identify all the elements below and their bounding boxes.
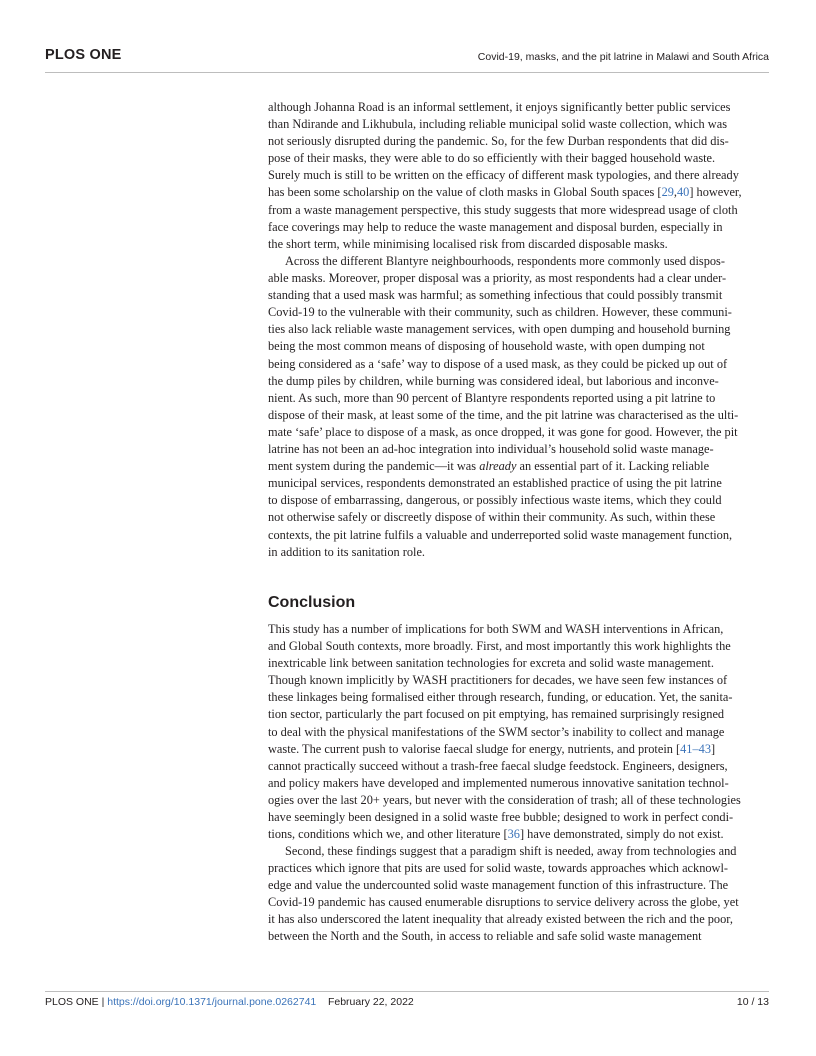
text-line: This study has a number of implications for both SWM and WASH interventions in African, xyxy=(268,622,724,636)
paragraph-3 xyxy=(268,621,770,843)
text-line: Covid-19 pandemic has caused enumerable disruptions to service delivery across the globe, yet xyxy=(268,895,739,910)
citation-link[interactable]: 29 xyxy=(661,185,674,200)
text-line: to dispose of embarrassing, dangerous, or possibly infectious waste items, which they could xyxy=(268,493,722,508)
page-number: 10 / 13 xyxy=(736,996,769,1008)
text-line: Though known implicitly by WASH practitioners for decades, we have seen few instances of xyxy=(268,673,728,688)
citation-link[interactable]: 40 xyxy=(677,185,690,200)
text-line: ties also lack reliable waste management services, with open dumping and household burning xyxy=(268,322,731,337)
text-segment: waste. The current push to valorise faecal sludge for energy, nutrients, and protein [ xyxy=(268,741,681,756)
journal-name: PLOS ONE xyxy=(45,47,122,63)
paragraph-4 xyxy=(268,843,770,946)
footer-journal: PLOS ONE xyxy=(45,996,99,1008)
text-line xyxy=(268,458,770,475)
publication-date: February 22, 2022 xyxy=(327,996,414,1008)
text-line: Second, these findings suggest that a paradigm shift is needed, away from technologies and xyxy=(285,844,737,858)
text-line: ogies over the last 20+ years, but never with the consideration of trash; all of these technologies xyxy=(268,792,741,807)
text-line: standing that a used mask was harmful; as something infectious that could possibly transmit xyxy=(268,288,723,303)
text-segment: , xyxy=(673,185,677,200)
text-line: pose of their masks, they were able to do so efficiently with their bagged household waste. xyxy=(268,151,716,166)
header-divider xyxy=(45,72,769,73)
text-line: and Global South contexts, more broadly. First, and most importantly this work highlights the xyxy=(268,639,731,654)
text-line: between the North and the South, in access to reliable and safe solid waste management xyxy=(268,929,702,944)
text-line: practices which ignore that pits are used for solid waste, towards approaches which acknowl- xyxy=(268,861,728,876)
footer-separator: | xyxy=(98,996,108,1008)
citation-link[interactable]: 36 xyxy=(507,827,520,842)
paragraph-2 xyxy=(268,253,770,561)
text-line: dispose of their mask, at least some of the time, and the pit latrine was characterised as the ulti- xyxy=(268,407,739,422)
text-line: it has also underscored the latent inequality that already existed between the rich and the poor, xyxy=(268,912,733,927)
paragraph-1 xyxy=(268,99,770,253)
text-line: these linkages being formalised either through research, funding, or education. Yet, the sanita- xyxy=(268,690,733,705)
text-line: have seemingly been designed in a solid waste free bubble; designed to work in perfect condi- xyxy=(268,810,734,825)
text-line: to deal with the physical manifestations of the SWM sector’s inability to collect and manage xyxy=(268,724,725,739)
doi-link[interactable]: https://doi.org/10.1371/journal.pone.0262741 xyxy=(107,996,317,1008)
text-line: Surely much is still to be written on the efficacy of different mask typologies, and there already xyxy=(268,168,739,183)
text-line: inextricable link between sanitation technologies for excreta and solid waste management. xyxy=(268,656,714,671)
text-line: the dump piles by children, while burning was considered ideal, but laborious and inconve- xyxy=(268,373,719,388)
citation-link[interactable]: 41–43 xyxy=(680,741,711,756)
text-line: Across the different Blantyre neighbourhoods, respondents more commonly used dispos- xyxy=(285,254,725,268)
text-line: in addition to its sanitation role. xyxy=(268,544,426,559)
text-line: cannot practically succeed without a trash-free faecal sludge feedstock. Engineers, designers, xyxy=(268,758,728,773)
text-line: able masks. Moreover, proper disposal was a priority, as most respondents had a clear under- xyxy=(268,271,727,286)
text-line: being the most common means of disposing of household waste, with open dumping not xyxy=(268,339,705,354)
text-line: nient. As such, more than 90 percent of Blantyre respondents reported using a pit latrine to xyxy=(268,390,716,405)
text-line xyxy=(268,184,770,201)
text-line: and policy makers have developed and implemented numerous innovative sanitation technol- xyxy=(268,775,729,790)
text-line: mate ‘safe’ place to dispose of a mask, as once dropped, it was gone for good. However, the pit xyxy=(268,424,738,439)
text-line: tion sector, particularly the part focused on pit emptying, has remained surprisingly resigned xyxy=(268,707,725,722)
text-segment: tions, conditions which we, and other literature [ xyxy=(268,827,508,842)
text-line: latrine has not been an ad-hoc integration into individual’s household solid waste manage- xyxy=(268,442,714,457)
emphasis: already xyxy=(479,459,517,474)
text-line: face coverings may help to reduce the waste management and disposal burden, especially in xyxy=(268,219,723,234)
text-line: the short term, while minimising localised risk from discarded disposable masks. xyxy=(268,236,668,251)
text-segment: ] however, xyxy=(689,185,742,200)
footer-divider xyxy=(45,991,769,992)
text-line: edge and value the undercounted solid waste management function of this infrastructure. The xyxy=(268,878,729,893)
text-segment: ] xyxy=(710,741,716,756)
running-title: Covid-19, masks, and the pit latrine in Malawi and South Africa xyxy=(477,51,769,63)
text-line: not otherwise safely or discreetly dispose of within their community. As such, within these xyxy=(268,510,716,525)
text-line: although Johanna Road is an informal settlement, it enjoys significantly better public services xyxy=(268,100,731,114)
text-line: being considered as a ‘safe’ way to dispose of a used mask, as they could be picked up out of xyxy=(268,356,728,371)
text-segment: an essential part of it. Lacking reliable xyxy=(516,459,710,474)
text-line: than Ndirande and Likhubula, including reliable municipal solid waste collection, which was xyxy=(268,117,727,132)
text-line xyxy=(268,826,770,843)
text-segment: has been some scholarship on the value of cloth masks in Global South spaces [ xyxy=(268,185,662,200)
footer-info xyxy=(45,996,414,1008)
text-line: Covid-19 to the vulnerable with their community, such as children. However, these communi- xyxy=(268,305,732,320)
text-segment: ment system during the pandemic—it was xyxy=(268,459,480,474)
text-line: municipal services, respondents demonstrated an established practice of using the pit latrine xyxy=(268,476,722,491)
text-segment: ] have demonstrated, simply do not exist. xyxy=(519,827,724,842)
text-line: contexts, the pit latrine fulfils a valuable and underreported solid waste management function, xyxy=(268,527,733,542)
section-heading: Conclusion xyxy=(268,594,356,611)
text-line xyxy=(268,741,770,758)
text-line: from a waste management perspective, this study suggests that more widespread usage of cloth xyxy=(268,202,738,217)
text-line: not seriously disrupted during the pandemic. So, for the few Durban respondents that did dis- xyxy=(268,134,729,149)
